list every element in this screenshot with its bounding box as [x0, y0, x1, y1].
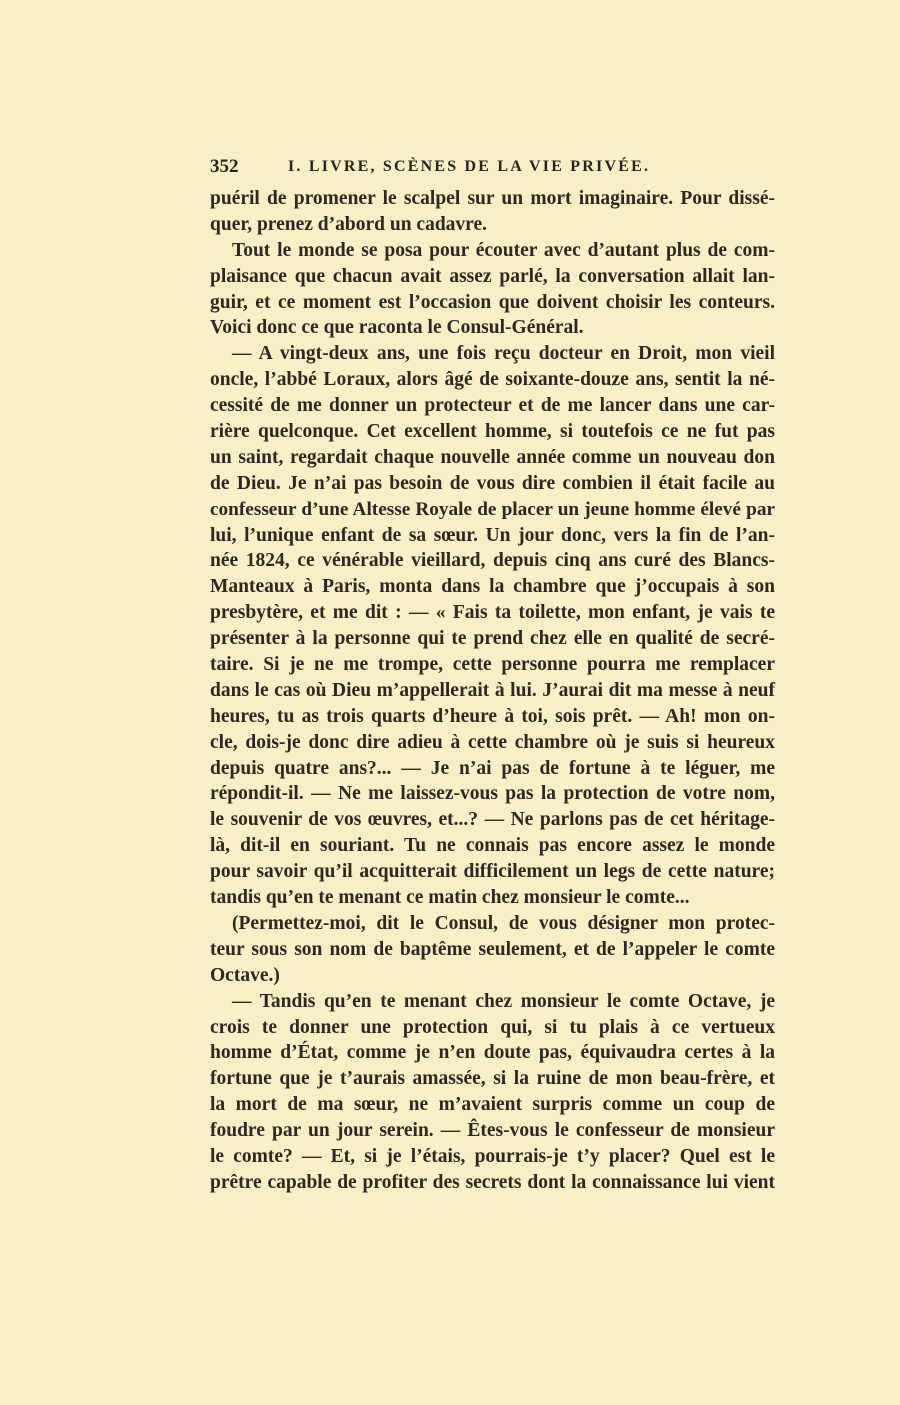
- text-line: cle, dois-je donc dire adieu à cette chambre où je suis si heureux: [210, 731, 775, 753]
- text-line: foudre par un jour serein. — Êtes-vous le confesseur de monsieur: [210, 1120, 775, 1142]
- text-line: confesseur d’une Altesse Royale de placer un jeune homme élevé par: [210, 498, 775, 520]
- body-text: [210, 186, 775, 1196]
- text-line: présenter à la personne qui te prend chez elle en qualité de secré-: [210, 628, 775, 650]
- text-line: guir, et ce moment est l’occasion que doivent choisir les conteurs.: [210, 291, 775, 313]
- text-line: — Tandis qu’en te menant chez monsieur le comte Octave, je: [232, 990, 775, 1012]
- text-line: fortune que je t’aurais amassée, si la ruine de mon beau-frère, et: [210, 1068, 775, 1090]
- text-line: heures, tu as trois quarts d’heure à toi, sois prêt. — Ah! mon on-: [210, 705, 775, 727]
- text-line: née 1824, ce vénérable vieillard, depuis cinq ans curé des Blancs-: [210, 550, 775, 572]
- text-line: puéril de promener le scalpel sur un mort imaginaire. Pour dissé-: [210, 188, 775, 209]
- text-line: cessité de me donner un protecteur et de me lancer dans une car-: [210, 395, 775, 417]
- text-line: Manteaux à Paris, monta dans la chambre que j’occupais à son: [210, 576, 775, 598]
- text-line: le comte? — Et, si je l’étais, pourrais-je t’y placer? Quel est le: [210, 1145, 775, 1167]
- text-line: dans le cas où Dieu m’appellerait à lui. J’aurai dit ma messe à neuf: [210, 679, 775, 701]
- text-line: Octave.): [210, 964, 280, 986]
- text-line: rière quelconque. Cet excellent homme, si toutefois ce ne fut pas: [210, 421, 775, 443]
- text-line: crois te donner une protection qui, si tu plais à ce vertueux: [210, 1016, 775, 1038]
- text-line: là, dit-il en souriant. Tu ne connais pas encore assez le monde: [210, 835, 775, 857]
- text-line: le souvenir de vos œuvres, et...? — Ne parlons pas de cet héritage-: [210, 809, 775, 831]
- text-line: lui, l’unique enfant de sa sœur. Un jour donc, vers la fin de l’an-: [210, 524, 775, 546]
- text-line: quer, prenez d’abord un cadavre.: [210, 213, 487, 235]
- text-line: répondit-il. — Ne me laissez-vous pas la protection de votre nom,: [210, 783, 775, 805]
- text-line: taire. Si je ne me trompe, cette personne pourra me remplacer: [210, 654, 775, 676]
- page-number: 352: [210, 156, 239, 177]
- text-line: tandis qu’en te menant ce matin chez monsieur le comte...: [210, 887, 690, 909]
- text-line: (Permettez-moi, dit le Consul, de vous désigner mon protec-: [232, 912, 775, 934]
- text-line: depuis quatre ans?... — Je n’ai pas de fortune à te léguer, me: [210, 757, 775, 779]
- text-line: de Dieu. Je n’ai pas besoin de vous dire combien il était facile au: [210, 472, 775, 494]
- text-line: presbytère, et me dit : — « Fais ta toilette, mon enfant, je vais te: [210, 602, 775, 624]
- text-line: oncle, l’abbé Loraux, alors âgé de soixante-douze ans, sentit la né-: [210, 369, 775, 391]
- text-line: homme d’État, comme je n’en doute pas, équivaudra certes à la: [210, 1042, 775, 1064]
- text-line: plaisance que chacun avait assez parlé, la conversation allait lan-: [210, 265, 775, 287]
- text-line: — A vingt-deux ans, une fois reçu docteur en Droit, mon vieil: [232, 343, 775, 365]
- text-line: prêtre capable de profiter des secrets dont la connaissance lui vient: [210, 1171, 775, 1193]
- text-line: un saint, regardait chaque nouvelle année comme un nouveau don: [210, 446, 775, 468]
- text-line: Tout le monde se posa pour écouter avec d’autant plus de com-: [232, 239, 775, 261]
- text-line: la mort de ma sœur, ne m’avaient surpris comme un coup de: [210, 1094, 775, 1116]
- text-line: teur sous son nom de baptême seulement, et de l’appeler le comte: [210, 938, 775, 960]
- text-line: Voici donc ce que raconta le Consul-Général.: [210, 317, 584, 339]
- text-line: pour savoir qu’il acquitterait difficilement un legs de cette nature;: [210, 861, 775, 883]
- running-header: [210, 156, 775, 184]
- running-title: I. LIVRE, SCÈNES DE LA VIE PRIVÉE.: [288, 158, 651, 175]
